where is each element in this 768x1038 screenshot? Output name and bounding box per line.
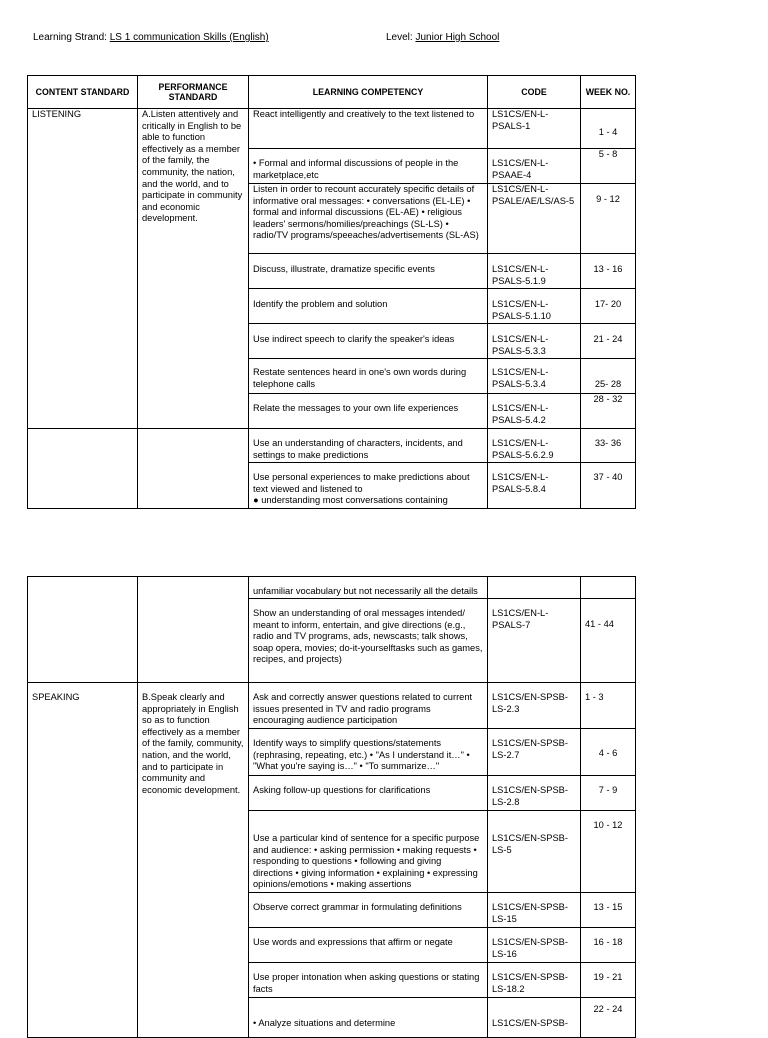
col-header-code: CODE (488, 76, 581, 109)
competency-cell: • Formal and informal discussions of people in the marketplace,etc (249, 149, 488, 184)
code-cell: LS1CS/EN-SPSB-LS-18.2 (488, 963, 581, 998)
week-cell: 1 - 3 (581, 683, 636, 729)
code-cell: LS1CS/EN-L-PSALS-5.1.9 (488, 254, 581, 289)
week-cell: 7 - 9 (581, 776, 636, 811)
competency-cell: Relate the messages to your own life experiences (249, 394, 488, 429)
code-cell: LS1CS/EN-L-PSALS-5.3.4 (488, 359, 581, 394)
code-cell: LS1CS/EN-L-PSALS-5.3.3 (488, 324, 581, 359)
col-header-content-standard: CONTENT STANDARD (28, 76, 138, 109)
competency-cell: • Analyze situations and determine (249, 998, 488, 1038)
content-standard-cell: SPEAKING (28, 683, 138, 1038)
code-cell: LS1CS/EN-L-PSALS-7 (488, 599, 581, 683)
code-cell: LS1CS/EN-L-PSAAE-4 (488, 149, 581, 184)
competency-cell: Use words and expressions that affirm or negate (249, 928, 488, 963)
table-row (28, 109, 636, 149)
code-cell: LS1CS/EN-L-PSALS-5.8.4 (488, 463, 581, 509)
code-cell: LS1CS/EN-L-PSALS-5.4.2 (488, 394, 581, 429)
week-cell: 4 - 6 (581, 729, 636, 776)
week-cell: 5 - 8 (581, 149, 636, 184)
table-row (28, 683, 636, 729)
week-cell (581, 577, 636, 599)
strand-value: LS 1 communication Skills (English) (109, 32, 269, 43)
code-cell: LS1CS/EN-SPSB-LS-15 (488, 893, 581, 928)
curriculum-table-speaking (27, 576, 636, 1038)
code-cell: LS1CS/EN-SPSB- (488, 998, 581, 1038)
content-standard-cell: LISTENING (28, 109, 138, 429)
performance-standard-empty-cell (138, 577, 249, 683)
code-cell: LS1CS/EN-SPSB-LS-16 (488, 928, 581, 963)
competency-cell: Identify the problem and solution (249, 289, 488, 324)
code-cell: LS1CS/EN-SPSB-LS-2.7 (488, 729, 581, 776)
week-cell: 17- 20 (581, 289, 636, 324)
competency-cell: Use proper intonation when asking questions or stating facts (249, 963, 488, 998)
code-cell: LS1CS/EN-SPSB-LS-2.8 (488, 776, 581, 811)
curriculum-table-listening (27, 75, 636, 509)
week-cell: 22 - 24 (581, 998, 636, 1038)
competency-text: Use personal experiences to make predictions about text viewed and listened to (253, 472, 470, 494)
competency-cell: Identify ways to simplify questions/statements (rephrasing, repeating, etc.) • "As I understand it…" • "What you're saying is…" • "To summarize…" (249, 729, 488, 776)
content-standard-empty-cell (28, 577, 138, 683)
strand-label: Learning Strand: (33, 32, 107, 43)
col-header-performance-standard: PERFORMANCE STANDARD (138, 76, 249, 109)
code-cell (488, 577, 581, 599)
competency-cell: Use a particular kind of sentence for a specific purpose and audience: • asking permission • making requests • responding to questions • following and giving directions • giving information • explaining • expressing opinions/emotions • making assertions (249, 811, 488, 893)
code-cell: LS1CS/EN-L-PSALS-5.1.10 (488, 289, 581, 324)
table-row (28, 577, 636, 599)
competency-cell: Ask and correctly answer questions related to current issues presented in TV and radio programs encouraging audience participation (249, 683, 488, 729)
code-cell: LS1CS/EN-L-PSALE/AE/LS/AS-5 (488, 184, 581, 254)
col-header-learning-competency: LEARNING COMPETENCY (249, 76, 488, 109)
week-cell: 1 - 4 (581, 109, 636, 149)
week-cell: 16 - 18 (581, 928, 636, 963)
competency-cell: unfamiliar vocabulary but not necessarily all the details (249, 577, 488, 599)
code-cell: LS1CS/EN-L-PSALS-1 (488, 109, 581, 149)
document-header (33, 32, 733, 44)
week-cell: 37 - 40 (581, 463, 636, 509)
content-standard-empty-cell (28, 429, 138, 509)
week-cell: 10 - 12 (581, 811, 636, 893)
week-cell: 33- 36 (581, 429, 636, 463)
week-cell: 25- 28 (581, 359, 636, 394)
competency-cell: React intelligently and creatively to the text listened to (249, 109, 488, 149)
week-cell: 21 - 24 (581, 324, 636, 359)
table-row (28, 429, 636, 463)
week-cell: 41 - 44 (581, 599, 636, 683)
competency-cell: Asking follow-up questions for clarifications (249, 776, 488, 811)
week-cell: 13 - 15 (581, 893, 636, 928)
competency-bullet-text: ● understanding most conversations containing (253, 495, 448, 506)
competency-cell: Listen in order to recount accurately specific details of informative oral messages: • conversations (EL-LE) • formal and informal discussions (EL-AE) • religious leaders' sermons/homilies/preachings (SL-LS) • radio/TV programs/speeaches/advertisements (SL-AS) (249, 184, 488, 254)
competency-cell: Discuss, illustrate, dramatize specific events (249, 254, 488, 289)
header-row (28, 76, 636, 109)
performance-standard-cell: B.Speak clearly and appropriately in English so as to function effectively as a member of the family, community, nation, and the world, and to participate in community and economic development. (138, 683, 249, 1038)
level-group (386, 32, 499, 44)
performance-standard-cell: A.Listen attentively and critically in English to be able to function effectively as a member of the family, the community, the nation, and the world, and to participate in community and economic development. (138, 109, 249, 429)
performance-standard-empty-cell (138, 429, 249, 509)
competency-cell: Observe correct grammar in formulating definitions (249, 893, 488, 928)
level-label: Level: (386, 32, 413, 43)
level-value: Junior High School (415, 32, 500, 43)
competency-cell (249, 463, 488, 509)
week-cell: 13 - 16 (581, 254, 636, 289)
week-cell: 28 - 32 (581, 394, 636, 429)
competency-cell: Restate sentences heard in one's own words during telephone calls (249, 359, 488, 394)
week-cell: 9 - 12 (581, 184, 636, 254)
week-cell: 19 - 21 (581, 963, 636, 998)
competency-cell: Use indirect speech to clarify the speaker's ideas (249, 324, 488, 359)
competency-cell: Show an understanding of oral messages intended/ meant to inform, entertain, and give directions (e.g., radio and TV programs, ads, newscasts; talk shows, soap opera, movies; do-it-yourselftasks such as games, recipes, and projects) (249, 599, 488, 683)
code-cell: LS1CS/EN-L-PSALS-5.6.2.9 (488, 429, 581, 463)
competency-cell: Use an understanding of characters, incidents, and settings to make predictions (249, 429, 488, 463)
code-cell: LS1CS/EN-SPSB-LS-2.3 (488, 683, 581, 729)
col-header-week-no: WEEK NO. (581, 76, 636, 109)
code-cell: LS1CS/EN-SPSB-LS-5 (488, 811, 581, 893)
